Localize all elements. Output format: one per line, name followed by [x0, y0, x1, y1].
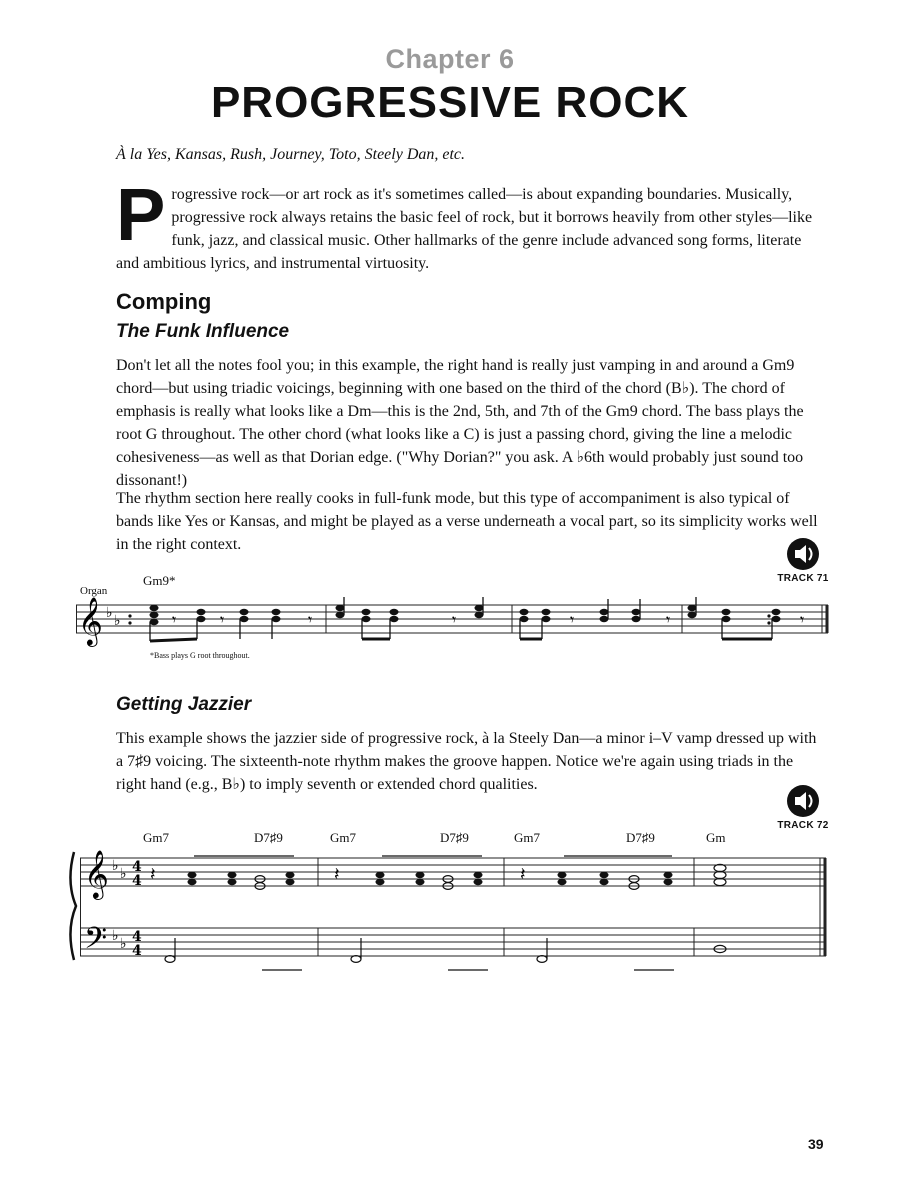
svg-text:♭: ♭ — [112, 858, 119, 874]
chord-symbol: Gm7 — [514, 830, 540, 845]
chapter-title: PROGRESSIVE ROCK — [210, 78, 690, 127]
chord-symbol: Gm7 — [143, 830, 169, 845]
svg-text:𝄾: 𝄾 — [172, 610, 177, 629]
jazz-notation-grand-staff — [64, 846, 834, 976]
track-71-label: TRACK 71 — [777, 573, 829, 584]
chord-symbol: D7♯9 — [254, 830, 283, 845]
svg-text:♭: ♭ — [112, 928, 119, 944]
svg-text:𝄽: 𝄽 — [520, 864, 526, 885]
chord-symbol: D7♯9 — [440, 830, 469, 845]
svg-text:♭: ♭ — [120, 936, 127, 952]
svg-text:4: 4 — [132, 859, 142, 875]
svg-text:♭: ♭ — [106, 605, 113, 621]
chapter-subtitle: À la Yes, Kansas, Rush, Journey, Toto, Steely Dan, etc. — [116, 146, 466, 163]
funk-paragraph-1: Don't let all the notes fool you; in this example, the right hand is really just vamping in and around a Gm9 chord—but using triadic voicings, beginning with one based on the third of the chord (B♭). The chord of emphasis is really what looks like a Dm—this is the 2nd, 5th, and 7th of the Gm9 chord. The bass plays the root G throughout. The other chord (what looks like a C) is just a passing chord, giving the line a melodic cohesiveness—as well as that Dorian edge. ("Why Dorian?" you ask. A ♭6th would probably just sound too dissonant!) — [116, 357, 804, 489]
svg-text:♭: ♭ — [120, 866, 127, 882]
svg-text:4: 4 — [132, 929, 142, 945]
svg-text:𝄢: 𝄢 — [84, 922, 108, 963]
track-71-badge[interactable] — [768, 537, 838, 584]
svg-text:𝄾: 𝄾 — [570, 610, 575, 629]
track-72-badge[interactable] — [768, 784, 838, 831]
drop-cap: P — [116, 173, 166, 256]
speaker-icon — [786, 784, 820, 818]
svg-text:𝄾: 𝄾 — [308, 610, 313, 629]
svg-text:𝄾: 𝄾 — [220, 610, 225, 629]
funk-paragraph-2: The rhythm section here really cooks in full-funk mode, but this type of accompaniment is also typical of bands like Yes or Kansas, and might be played as a verse underneath a vocal part, so its simplicity works well in the right context. — [116, 490, 818, 553]
funk-notation-staff — [76, 595, 832, 655]
svg-text:𝄾: 𝄾 — [666, 610, 671, 629]
chord-symbol: Gm7 — [330, 830, 356, 845]
intro-paragraph — [116, 173, 824, 275]
svg-text:4: 4 — [132, 943, 142, 959]
track-72-label: TRACK 72 — [777, 820, 829, 831]
chord-symbol: Gm — [706, 830, 726, 845]
subheading-getting-jazzier: Getting Jazzier — [116, 694, 252, 715]
svg-text:𝄾: 𝄾 — [452, 610, 457, 629]
chord-symbol-gm9: Gm9* — [143, 573, 176, 588]
subheading-funk-influence: The Funk Influence — [116, 321, 290, 342]
svg-text:♭: ♭ — [114, 613, 121, 629]
chord-symbol: D7♯9 — [626, 830, 655, 845]
instrument-label: Organ — [80, 585, 108, 597]
svg-text:4: 4 — [132, 873, 142, 889]
jazz-paragraph: This example shows the jazzier side of progressive rock, à la Steely Dan—a minor i–V vamp dressed up with a 7♯9 voicing. The sixteenth-note rhythm makes the groove happen. Notice we're again using triads in the right hand (e.g., B♭) to imply seventh or extended chord qualities. — [116, 730, 817, 793]
notation-footnote: *Bass plays G root throughout. — [150, 651, 250, 660]
intro-text: rogressive rock—or art rock as it's sometimes called—is about expanding boundaries. Musically, progressive rock always retains the basic feel of rock, but it borrows heavily from other styles—like funk, jazz, and classical music. Other hallmarks of the genre include advanced song forms, literate and ambitious lyrics, and instrumental virtuosity. — [116, 186, 813, 272]
svg-text:𝄽: 𝄽 — [334, 864, 340, 885]
page-number: 39 — [808, 1136, 824, 1152]
speaker-icon — [786, 537, 820, 571]
svg-text:𝄞: 𝄞 — [84, 849, 109, 898]
svg-text:𝄞: 𝄞 — [78, 596, 103, 645]
svg-text:𝄽: 𝄽 — [150, 864, 156, 885]
section-heading-comping: Comping — [116, 289, 212, 314]
svg-text:𝄾: 𝄾 — [800, 610, 805, 629]
chapter-label: Chapter 6 — [385, 44, 515, 74]
